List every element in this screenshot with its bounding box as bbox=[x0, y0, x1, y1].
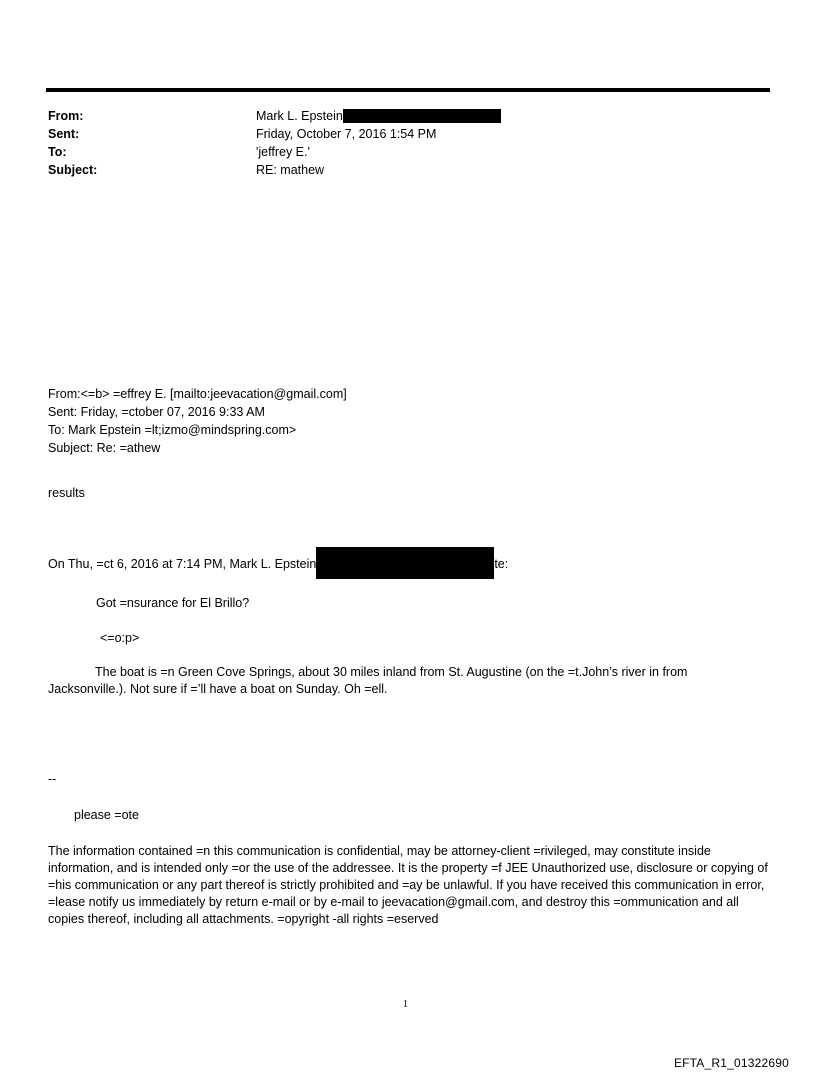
quoted-from-line: From:<=b> =effrey E. [mailto:jeevacation@gmail.com] bbox=[48, 387, 347, 401]
to-row bbox=[48, 144, 748, 162]
on-thu-suffix: te: bbox=[494, 557, 509, 571]
header-rule bbox=[46, 88, 770, 92]
quoted-sent-line: Sent: Friday, =ctober 07, 2016 9:33 AM bbox=[48, 405, 265, 419]
subject-row bbox=[48, 162, 748, 180]
op-line: <=o:p> bbox=[100, 631, 140, 645]
signature-separator: -- bbox=[48, 772, 57, 786]
disclaimer-paragraph: The information contained =n this communication is confidential, may be attorney-client =rivileged, may constitute inside information, and is intended only =or the use of the addressee. It is the property =f JEE Unauthorized use, disclosure or copying of =his communication or any part thereof is strictly prohibited and =ay be unlawful. If you have received this communication in error, =lease notify us immediately by return e-mail or by e-mail to jeevacation@gmail.com, and destroy this =ommunication and all copies thereof, including all attachments. =opyright -all rights =eserved bbox=[48, 844, 768, 926]
insurance-line: Got =nsurance for El Brillo? bbox=[96, 596, 250, 610]
sent-row bbox=[48, 126, 748, 144]
please-note: please =ote bbox=[74, 808, 139, 822]
on-thu-line bbox=[48, 556, 508, 579]
page-number: 1 bbox=[403, 999, 408, 1010]
boat-paragraph: The boat is =n Green Cove Springs, about 30 miles inland from St. Augustine (on the =t.John’s river in from Jacksonville.). Not sure if =’ll have a boat on Sunday. Oh =ell. bbox=[48, 665, 688, 696]
sent-value: Friday, October 7, 2016 1:54 PM bbox=[256, 127, 437, 141]
on-thu-prefix: On Thu, =ct 6, 2016 at 7:14 PM, Mark L. Epstein bbox=[48, 557, 317, 571]
from-row bbox=[48, 108, 748, 126]
subject-label: Subject: bbox=[48, 163, 98, 177]
quoted-header bbox=[48, 386, 748, 458]
results-text: results bbox=[48, 486, 85, 500]
quoted-to-line: To: Mark Epstein =lt;izmo@mindspring.com> bbox=[48, 423, 297, 437]
redaction-box bbox=[343, 109, 501, 123]
quoted-subject-line: Subject: Re: =athew bbox=[48, 441, 161, 455]
to-value: 'jeffrey E.' bbox=[256, 145, 310, 159]
sent-label: Sent: bbox=[48, 127, 80, 141]
from-label: From: bbox=[48, 109, 84, 123]
to-label: To: bbox=[48, 145, 67, 159]
from-value-wrap bbox=[256, 108, 748, 126]
subject-value: RE: mathew bbox=[256, 163, 325, 177]
from-value: Mark L. Epstein bbox=[256, 109, 343, 123]
redaction-box bbox=[316, 547, 494, 579]
document-id: EFTA_R1_01322690 bbox=[673, 1056, 789, 1070]
email-header bbox=[48, 108, 748, 180]
